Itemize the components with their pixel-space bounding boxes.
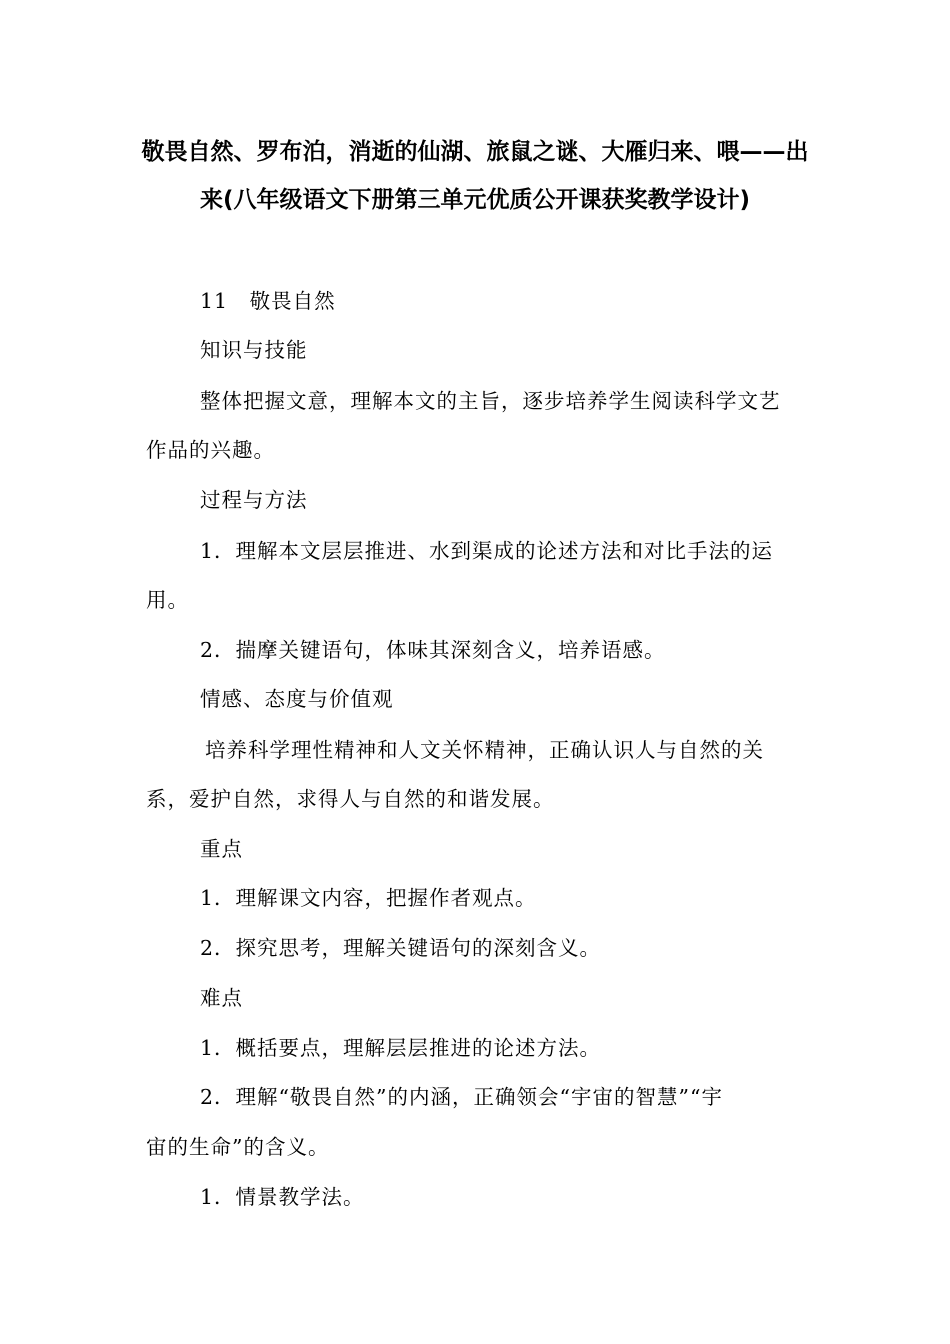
difficult-item-2-line-1: 2．理解“敬畏自然”的内涵，正确领会“宇宙的智慧”“宇 <box>200 1085 723 1109</box>
method-item-1: 1．情景教学法。 <box>200 1185 365 1209</box>
section-heading-difficult: 难点 <box>200 986 243 1010</box>
section-heading-key: 重点 <box>200 837 243 861</box>
section-heading-knowledge: 知识与技能 <box>200 338 308 362</box>
section-heading-emotion: 情感、态度与价值观 <box>200 687 394 711</box>
lesson-heading: 11 敬畏自然 <box>200 289 336 313</box>
difficult-item-2-line-2: 宙的生命”的含义。 <box>146 1135 330 1159</box>
process-item-1-line-2: 用。 <box>146 588 189 612</box>
paragraph-knowledge-line-1: 整体把握文意，理解本文的主旨，逐步培养学生阅读科学文艺 <box>200 389 781 413</box>
document-title-line-2: 来(八年级语文下册第三单元优质公开课获奖教学设计) <box>199 187 751 213</box>
key-item-1: 1．理解课文内容，把握作者观点。 <box>200 886 537 910</box>
difficult-item-1: 1．概括要点，理解层层推进的论述方法。 <box>200 1036 602 1060</box>
document-title-line-1: 敬畏自然、罗布泊，消逝的仙湖、旅鼠之谜、大雁归来、喂——出 <box>141 139 809 165</box>
paragraph-emotion-line-1: 培养科学理性精神和人文关怀精神，正确认识人与自然的关 <box>205 738 764 762</box>
key-item-2: 2．探究思考，理解关键语句的深刻含义。 <box>200 936 602 960</box>
section-heading-process: 过程与方法 <box>200 488 308 512</box>
paragraph-emotion-line-2: 系，爱护自然，求得人与自然的和谐发展。 <box>146 787 555 811</box>
process-item-1-line-1: 1．理解本文层层推进、水到渠成的论述方法和对比手法的运 <box>200 539 774 563</box>
process-item-2: 2．揣摩关键语句，体味其深刻含义，培养语感。 <box>200 638 666 662</box>
paragraph-knowledge-line-2: 作品的兴趣。 <box>146 438 275 462</box>
